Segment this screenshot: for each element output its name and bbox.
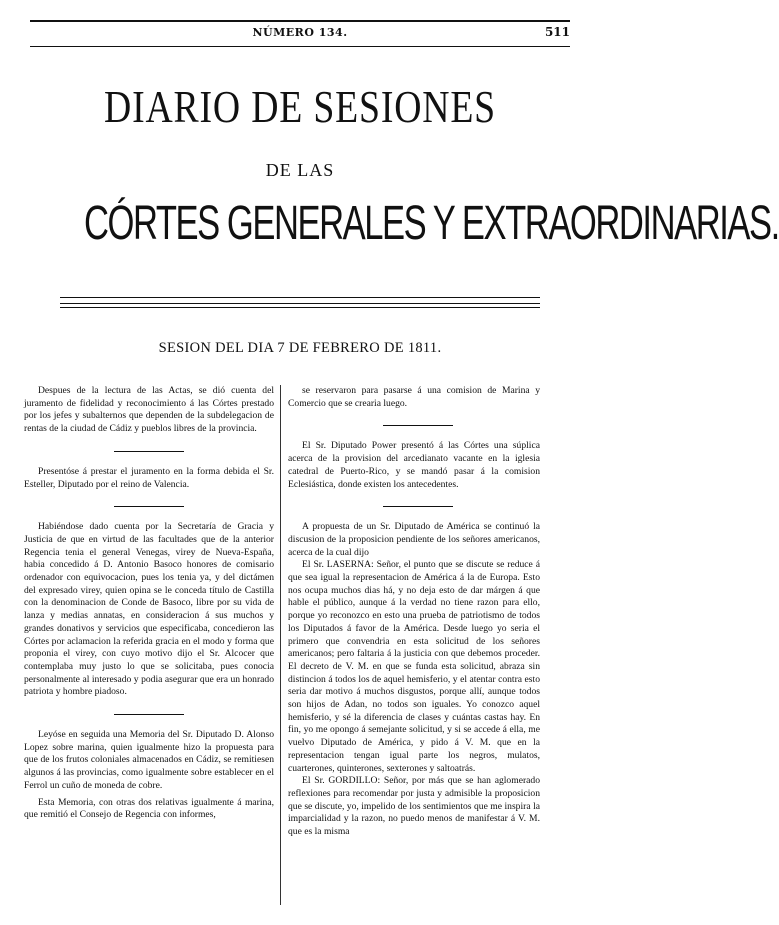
ornamental-rule: [60, 297, 540, 298]
page-number: 511: [544, 25, 570, 39]
masthead-title: DIARIO DE SESIONES: [104, 81, 496, 132]
masthead-institution: CÓRTES GENERALES Y EXTRAORDINARIAS.: [83, 197, 779, 250]
left-column: [24, 385, 274, 822]
right-column: [288, 385, 540, 839]
paragraph: Presentóse á prestar el juramento en la forma debida el Sr. Esteller, Diputado por el reino de Valencia.: [24, 465, 274, 490]
paragraph: Despues de la lectura de las Actas, se dió cuenta del juramento de fidelidad y reconocimiento á las Córtes prestado por los jefes y subalternos que dependen de la subdelegacion de rentas de la ciudad de Cádiz y pueblos libres de la provincia.: [24, 385, 274, 435]
section-rule: [288, 410, 540, 440]
paragraph: se reservaron para pasarse á una comision de Marina y Comercio que se crearia luego.: [288, 385, 540, 409]
paragraph: A propuesta de un Sr. Diputado de América se continuó la discusion de la proposicion pendiente de los señores americanos, acerca de la cual dijo: [288, 521, 540, 558]
section-rule: [24, 699, 274, 729]
paragraph: Esta Memoria, con otras dos relativas igualmente á marina, que remitió el Consejo de Regencia con informes,: [24, 796, 274, 821]
page-header: [30, 20, 570, 47]
section-rule: [24, 491, 274, 521]
section-rule: [288, 491, 540, 521]
ornamental-rule: [60, 303, 540, 304]
session-heading: SESION DEL DIA 7 DE FEBRERO DE 1811.: [158, 340, 442, 356]
paragraph: El Sr. GORDILLO: Señor, por más que se han aglomerado reflexiones para recomendar por justa y admisible la proposicion que se discute, yo, impelido de los sentimientos que me inspira la imparcialidad y la razon, no puedo menos de manifestar á V. M. que es la misma: [288, 775, 540, 838]
section-rule: [24, 436, 274, 466]
ornamental-rule: [60, 307, 540, 308]
masthead-subtitle: DE LAS: [265, 160, 335, 180]
paragraph: El Sr. Diputado Power presentó á las Córtes una súplica acerca de la provision del arcedianato vacante en la iglesia catedral de Puerto-Rico, y se mandó pasar á la comision Eclesiástica, donde existen los antecedentes.: [288, 440, 540, 490]
paragraph: El Sr. LASERNA: Señor, el punto que se discute se reduce á que sea igual la representacion de América á la de Europa. Esto nos ocupa muchos dias há, y no deja esto de dar márgen á que hable el público, aunque á la verdad no tiene razon para ello, porque yo reconozco en esto una prueba de patriotismo de todos los Diputados á favor de la América. Desde luego yo seria el primero que convendria en esta solicitud de los señores americanos; pero faltaria á la justicia con que debemos proceder. El decreto de V. M. en que se funda esta solicitud, abraza sin distincion á todos los de aquel hemisferio, y el atentar contra esto seria dar motivo á muchos disgustos, porque allí, aunque todos son hijos de Adan, no todos son iguales. Yo conozco aquel hemisferio, y sé la diferencia de clases y cuántas castas hay. En fin, yo me opongo á semejante solicitud, y si se accede á ella, me vuelvo Diputado de América, y pido á V. M. que en la representacion tengan igual parte los negros, mulatos, cuarterones, quinterones, sexterones y saltoatrás.: [288, 559, 540, 774]
column-divider: [280, 385, 281, 905]
issue-number: NÚMERO 134.: [252, 26, 348, 39]
paragraph: Leyóse en seguida una Memoria del Sr. Diputado D. Alonso Lopez sobre marina, quien igualmente hizo la propuesta para que de los frutos coloniales almacenados en Cádiz, se remitiesen algunos á las provincias, como igualmente sobre establecer en el Ferrol un cuño de moneda de cobre.: [24, 729, 274, 791]
paragraph: Habiéndose dado cuenta por la Secretaría de Gracia y Justicia de que en virtud de las facultades que de la anterior Regencia tenia el general Venegas, virey de Nueva-España, habia concedido á D. Antonio Basoco honores de comisario ordenador con equivocacion, pues los tenia ya, y del dictámen del expresado virey, quien opina se le conceda título de Castilla con la denominacion de Conde de Basoco, libre por su vida de lanza y medias annatas, en consideracion á sus muchos y grandes donativos y servicios que especificaba, concedieron las Córtes por aclamacion la referida gracia en el modo y forma que proponia el virey, con cuyo motivo dijo el Sr. Alcocer que contemplaba muy justo lo que se solicitaba, pues conocia personalmente al interesado y podia asegurar que era un honrado patriota y hombre piadoso.: [24, 521, 274, 698]
